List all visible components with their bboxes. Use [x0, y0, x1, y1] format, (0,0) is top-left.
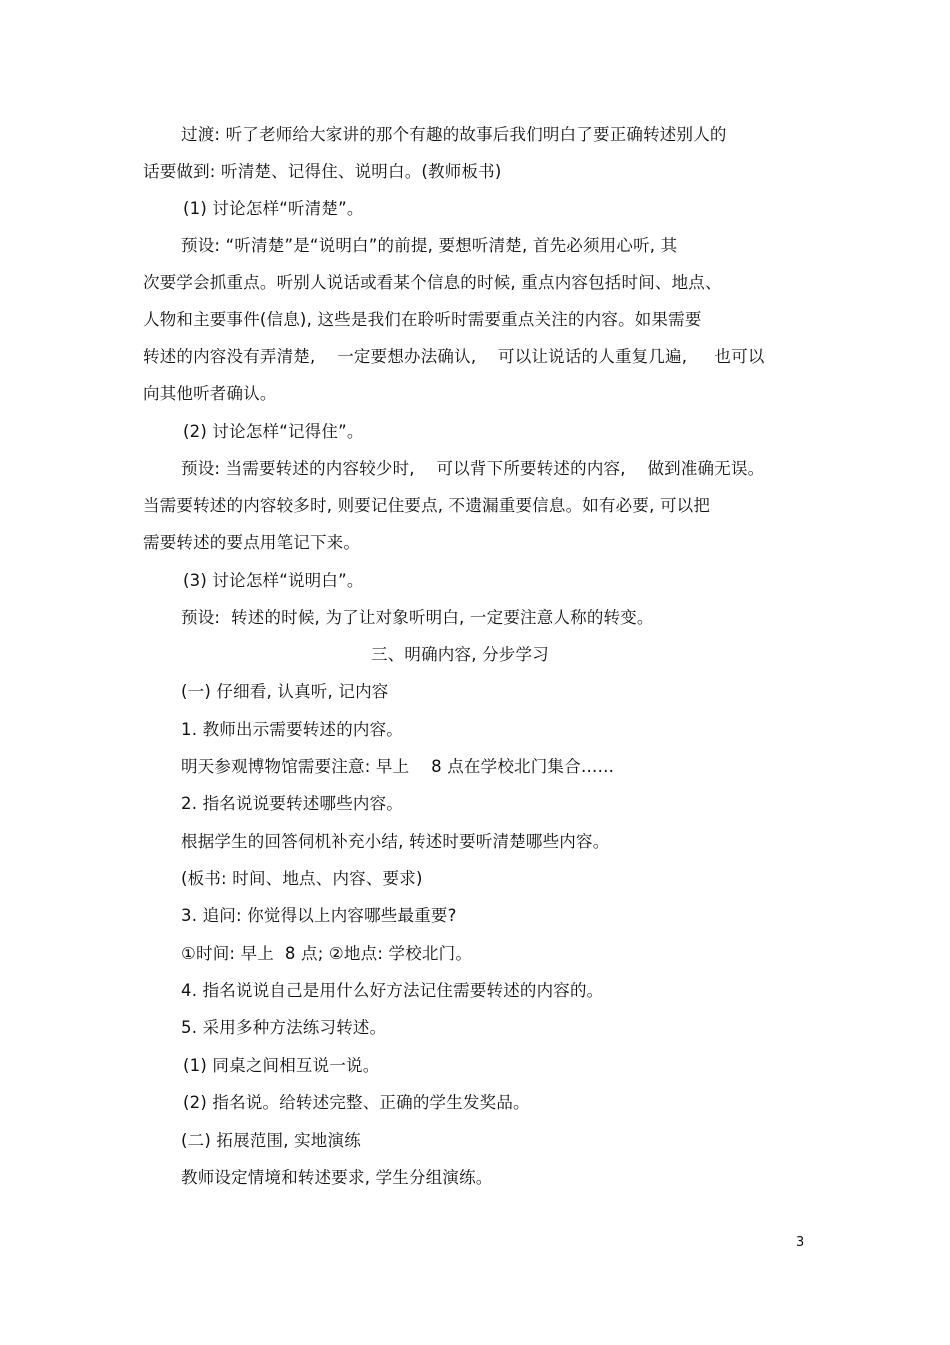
- list-item: (2) 指名说。给转述完整、正确的学生发奖品。: [183, 1093, 530, 1112]
- paragraph-line: 次要学会抓重点。听别人说话或看某个信息的时候, 重点内容包括时间、地点、: [143, 273, 722, 292]
- list-item: 3. 追问: 你觉得以上内容哪些最重要?: [181, 906, 457, 925]
- paragraph-line: 预设: “听清楚”是“说明白”的前提, 要想听清楚, 首先必须用心听, 其: [181, 236, 678, 255]
- paragraph-line: ①时间: 早上 8 点; ②地点: 学校北门。: [181, 944, 473, 963]
- paragraph-line: 当需要转述的内容较多时, 则要记住要点, 不遗漏重要信息。如有必要, 可以把: [143, 496, 711, 515]
- paragraph-line: (1) 讨论怎样“听清楚”。: [183, 199, 364, 218]
- paragraph-line: 话要做到: 听清楚、记得住、说明白。(教师板书): [143, 162, 502, 181]
- paragraph-line: 转述的内容没有弄清楚, 一定要想办法确认, 可以让说话的人重复几遍, 也可以: [143, 347, 765, 366]
- page-number: 3: [796, 1235, 805, 1250]
- list-item: 5. 采用多种方法练习转述。: [181, 1018, 387, 1037]
- paragraph-line: (2) 讨论怎样“记得住”。: [183, 422, 364, 441]
- paragraph-line: 预设: 当需要转述的内容较少时, 可以背下所要转述的内容, 做到准确无误。: [181, 459, 765, 478]
- list-item: 1. 教师出示需要转述的内容。: [181, 720, 403, 739]
- paragraph-line: (3) 讨论怎样“说明白”。: [183, 571, 364, 590]
- paragraph-line: 向其他听者确认。: [143, 384, 277, 403]
- list-item: (1) 同桌之间相互说一说。: [183, 1056, 380, 1075]
- paragraph-line: (板书: 时间、地点、内容、要求): [181, 869, 423, 888]
- subsection-heading: (一) 仔细看, 认真听, 记内容: [181, 682, 389, 701]
- paragraph-line: 需要转述的要点用笔记下来。: [143, 533, 361, 552]
- list-item: 2. 指名说说要转述哪些内容。: [181, 794, 403, 813]
- subsection-heading: (二) 拓展范围, 实地演练: [181, 1131, 361, 1150]
- paragraph-line: 教师设定情境和转述要求, 学生分组演练。: [181, 1168, 493, 1187]
- paragraph-line: 预设: 转述的时候, 为了让对象听明白, 一定要注意人称的转变。: [181, 608, 654, 627]
- paragraph-line: 明天参观博物馆需要注意: 早上 8 点在学校北门集合……: [181, 757, 615, 776]
- section-heading: 三、明确内容, 分步学习: [371, 645, 549, 664]
- paragraph-line: 过渡: 听了老师给大家讲的那个有趣的故事后我们明白了要正确转述别人的: [181, 125, 727, 144]
- paragraph-line: 根据学生的回答伺机补充小结, 转述时要听清楚哪些内容。: [181, 832, 610, 851]
- paragraph-line: 人物和主要事件(信息), 这些是我们在聆听时需要重点关注的内容。如果需要: [143, 310, 702, 329]
- list-item: 4. 指名说说自己是用什么好方法记住需要转述的内容的。: [181, 981, 604, 1000]
